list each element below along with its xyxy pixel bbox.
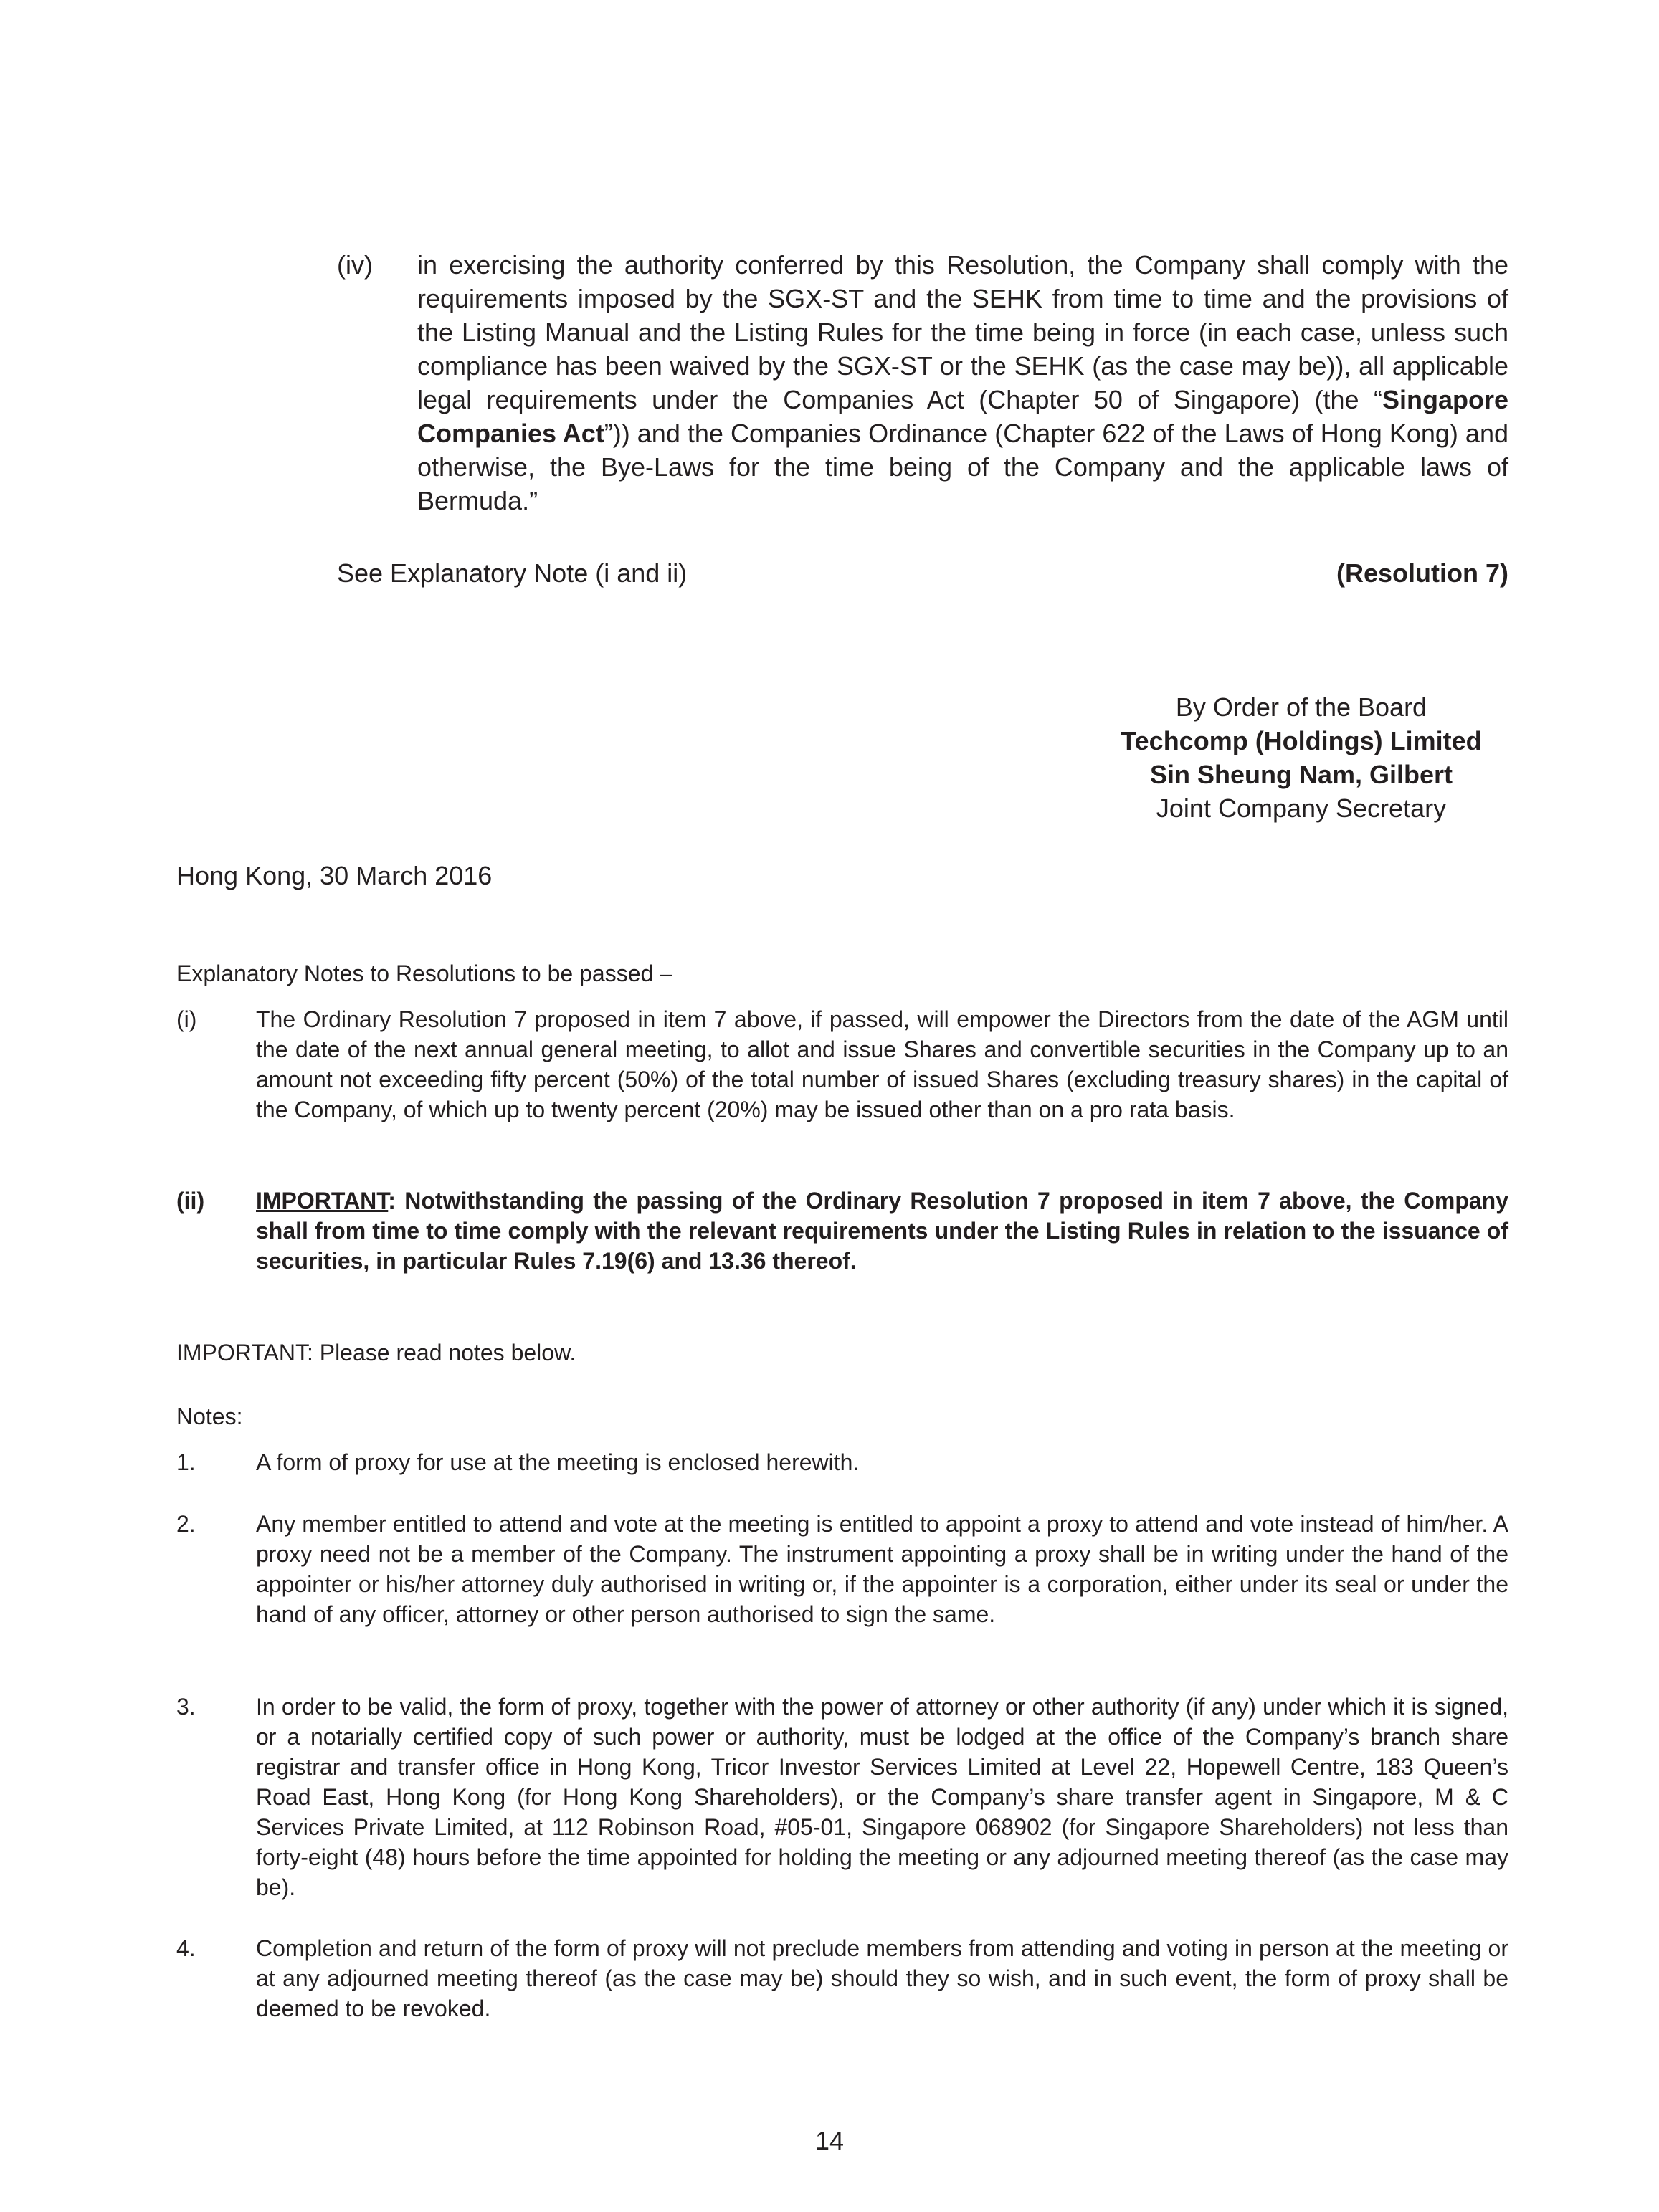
signature-title: Joint Company Secretary	[1156, 793, 1447, 823]
para-iv-text	[417, 248, 1508, 518]
note-2-text: Any member entitled to attend and vote at the meeting is entitled to appoint a proxy to attend and vote instead of him/her. A proxy need not be a member of the Company. The instrument appointing a proxy shall be in writing under the hand of the appointer or his/her attorney duly authorised in writing or, if the appointer is a corporation, either under its seal or under the hand of any officer, attorney or other person authorised to sign the same.	[256, 1511, 1508, 1627]
signature-order-line: By Order of the Board	[1175, 692, 1427, 722]
note-3-label: 3.	[176, 1694, 196, 1720]
signature-name: Sin Sheung Nam, Gilbert	[1149, 760, 1453, 789]
resolution-reference: (Resolution 7)	[1336, 558, 1508, 588]
note-1-text: A form of proxy for use at the meeting is enclosed herewith.	[256, 1449, 860, 1475]
note-4-text: Completion and return of the form of proxy will not preclude members from attending and voting in person at the meeting or at any adjourned meeting thereof (as the case may be) should they so wish, and in such event, the form of proxy shall be deemed to be revoked.	[256, 1935, 1508, 2021]
important-underlined: IMPORTANT	[256, 1188, 389, 1214]
explanatory-item-ii-body: : Notwithstanding the passing of the Ordinary Resolution 7 proposed in item 7 above, the Company shall from time to time comply with the relevant requirements under the Listing Rules in relation to the issuance of securities, in particular Rules 7.19(6) and 13.36 thereof.	[256, 1188, 1508, 1274]
para-iv-defined-term: Singapore Companies Act	[417, 385, 1508, 448]
explanatory-item-ii-text	[256, 1186, 1508, 1276]
page-number: 14	[814, 2126, 845, 2155]
note-2-label: 2.	[176, 1511, 196, 1537]
explanatory-item-i-text: The Ordinary Resolution 7 proposed in item 7 above, if passed, will empower the Directors from the date of the AGM until the date of the next annual general meeting, to allot and issue Shares and convertible securities in the Company up to an amount not exceeding fifty percent (50%) of the total number of issued Shares (excluding treasury shares) in the capital of the Company, of which up to twenty percent (20%) may be issued other than on a pro rata basis.	[256, 1006, 1508, 1122]
important-read-notes: IMPORTANT: Please read notes below.	[176, 1340, 576, 1365]
para-iv-label: (iv)	[337, 250, 373, 280]
note-3-text: In order to be valid, the form of proxy, together with the power of attorney or other authority (if any) under which it is signed, or a notarially certified copy of such power or authority, must be lodged at the office of the Company’s branch share registrar and transfer office in Hong Kong, Tricor Investor Services Limited at Level 22, Hopewell Centre, 183 Queen’s Road East, Hong Kong (for Hong Kong Shareholders), or the Company’s share transfer agent in Singapore, M & C Services Private Limited, at 112 Robinson Road, #05-01, Singapore 068902 (for Singapore Shareholders) not less than forty-eight (48) hours before the time appointed for holding the meeting or any adjourned meeting thereof (as the case may be).	[256, 1694, 1508, 1900]
explanatory-item-ii-label: (ii)	[176, 1188, 205, 1214]
notes-heading: Notes:	[176, 1403, 243, 1429]
note-1-label: 1.	[176, 1449, 196, 1475]
signature-block	[1068, 690, 1534, 825]
signature-company: Techcomp (Holdings) Limited	[1121, 726, 1482, 755]
note-4-label: 4.	[176, 1935, 196, 1961]
see-explanatory-note: See Explanatory Note (i and ii)	[337, 558, 688, 588]
para-iv-text-before: in exercising the authority conferred by this Resolution, the Company shall comply with the requirements imposed by the SGX-ST and the SEHK from time to time and the provisions of the Listing Manual and the Listing Rules for the time being in force (in each case, unless such compliance has been waived by the SGX-ST or the SEHK (as the case may be)), all applicable legal requirements under the Companies Act (Chapter 50 of Singapore) (the “	[417, 250, 1508, 414]
para-iv-text-after: ”)) and the Companies Ordinance (Chapter 622 of the Laws of Hong Kong) and otherwise, the Bye-Laws for the time being of the Company and the applicable laws of Bermuda.”	[417, 419, 1508, 515]
explanatory-item-i-label: (i)	[176, 1006, 197, 1032]
place-and-date: Hong Kong, 30 March 2016	[176, 861, 493, 890]
explanatory-notes-heading: Explanatory Notes to Resolutions to be passed –	[176, 960, 672, 986]
